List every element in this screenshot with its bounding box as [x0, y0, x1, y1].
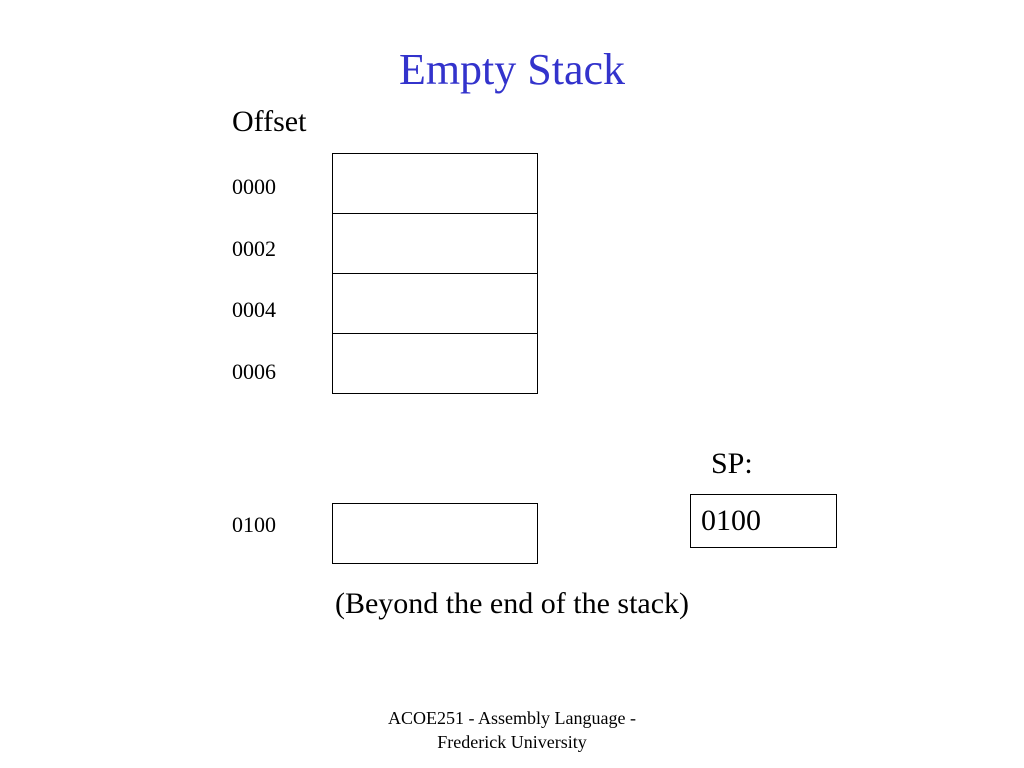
beyond-note: (Beyond the end of the stack) — [334, 587, 690, 620]
stack-cell-0006 — [332, 333, 538, 394]
stack-cell-0002 — [332, 213, 538, 274]
sp-value: 0100 — [701, 504, 761, 537]
offset-label-0000: 0000 — [232, 174, 276, 199]
sp-label: SP: — [711, 447, 753, 480]
offset-heading: Offset — [232, 105, 307, 138]
footer-line-1: ACOE251 - Assembly Language - — [388, 708, 636, 728]
footer-line-2: Frederick University — [437, 732, 587, 752]
stack-cell-0004 — [332, 273, 538, 334]
stack-cell-0000 — [332, 153, 538, 214]
slide-title: Empty Stack — [398, 45, 626, 94]
offset-label-0002: 0002 — [232, 236, 276, 261]
sp-register-box — [690, 494, 837, 548]
offset-label-0006: 0006 — [232, 359, 276, 384]
slide-footer — [312, 706, 712, 754]
offset-label-0004: 0004 — [232, 297, 276, 322]
offset-label-0100: 0100 — [232, 512, 276, 537]
stack-cell-0100 — [332, 503, 538, 564]
